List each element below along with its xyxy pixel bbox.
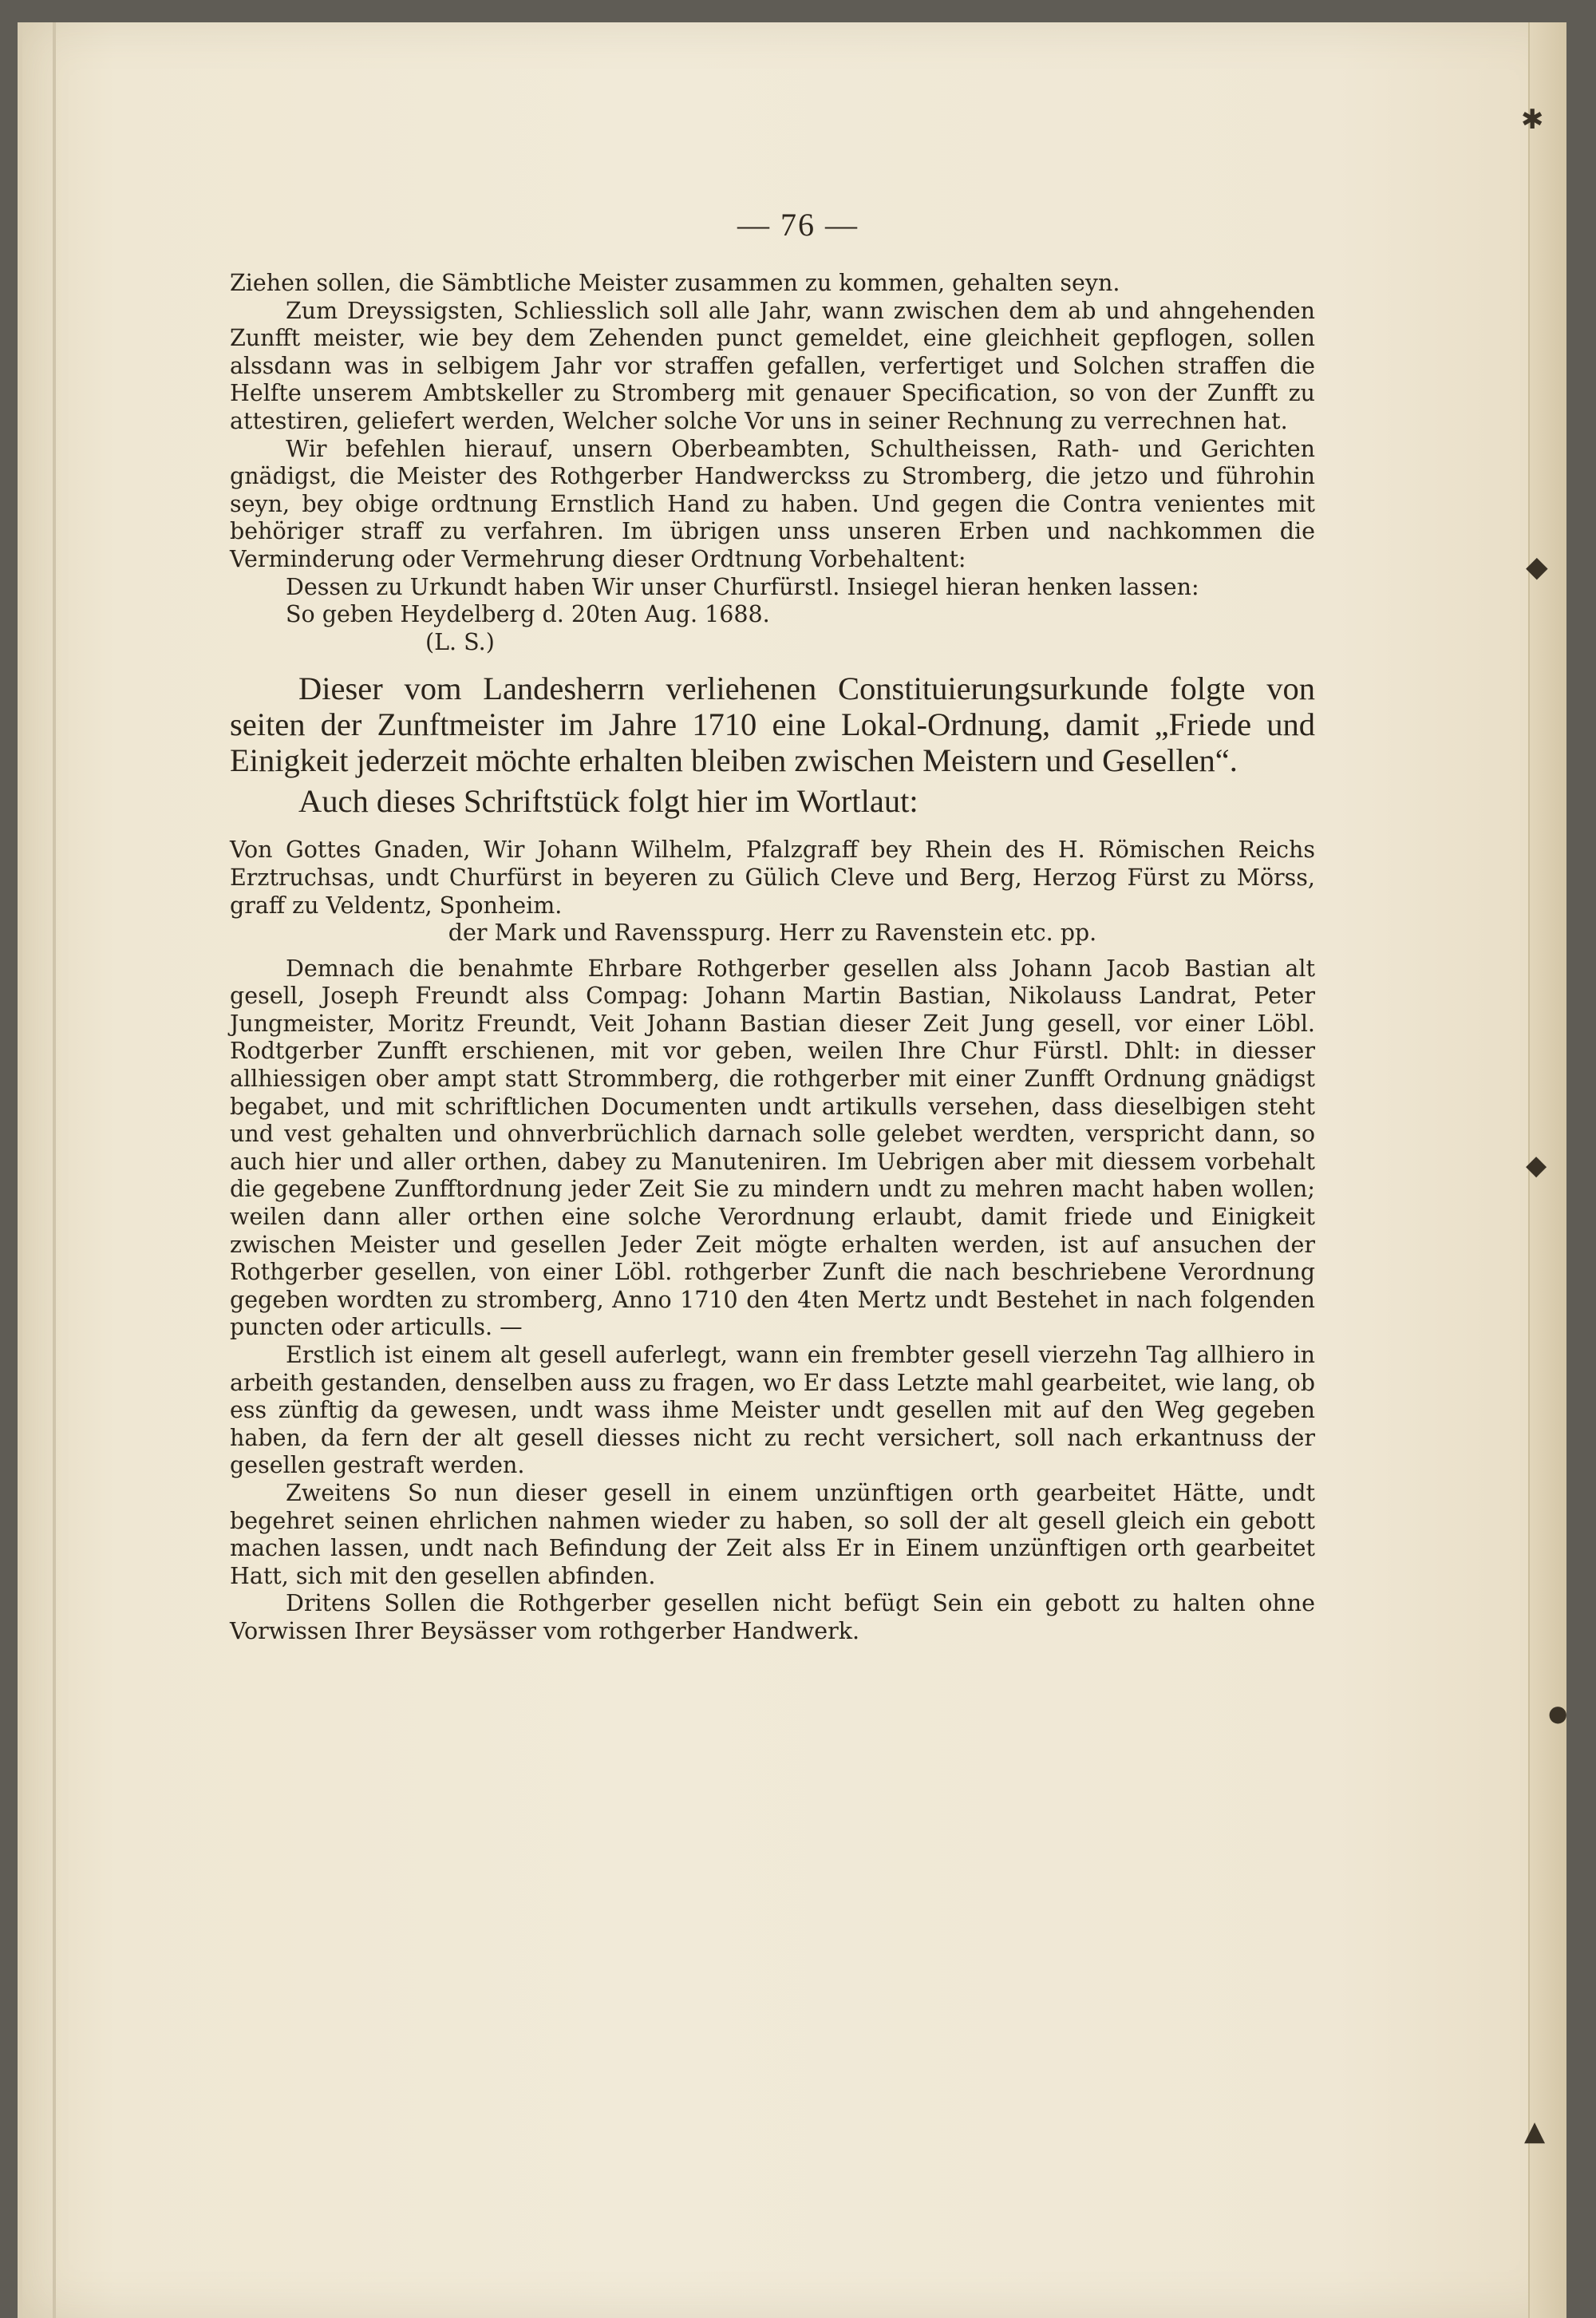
paragraph-bottom-2: Erstlich ist einem alt gesell auferlegt, wann ein frembter gesell vierzehn Tag allhiero in arbeith gestanden, denselben auss zu fragen, wo Er dass Letzte mahl gearbeitet, wie lang, ob ess zünftig da gewesen, undt wass ihme Meister undt gesellen mit auf den Weg gegeben haben, da fern der alt gesell diesses nicht zu recht versichert, soll nach erkantnuss der gesellen gestraft werden. bbox=[230, 1342, 1315, 1479]
paragraph-bottom-3: Zweitens So nun dieser gesell in einem unzünftigen orth gearbeitet Hätte, undt begehret seinen ehrlichen nahmen wieder zu haben, so soll der alt gesell gleich ein gebott machen lassen, undt nach Befindung der Zeit alss Er in Einem unzünftigen orth gearbeitet Hatt, sich mit den gesellen abfinden. bbox=[230, 1479, 1315, 1589]
paragraph-top-2: Zum Dreyssigsten, Schliesslich soll alle Jahr, wann zwischen dem ab und ahngehenden Zunfft meister, wie bey dem Zehenden punct gemeldet, eine gleichheit gepflogen, sollen alssdann was in selbigem Jahr vor straffen gefallen, verfertiget und Solchen straffen die Helfte unserem Ambtskeller zu Stromberg mit genauer Specification, so von der Zunfft zu attestiren, geliefert werden, Welcher solche Vor uns in seiner Rechnung zu verrechnen hat. bbox=[230, 297, 1315, 434]
margin-speck-icon: ● bbox=[1548, 1700, 1568, 1727]
page-number: — 76 — bbox=[737, 207, 859, 243]
commentary-paragraph-1: Dieser vom Landesherrn verliehenen Constituierungsurkunde folgte von seiten der Zunftmeister im Jahre 1710 eine Lokal-Ordnung, damit „Friede und Einigkeit jederzeit möchte erhalten bleiben zwischen Meistern und Gesellen“. bbox=[230, 670, 1315, 779]
salutation: Von Gottes Gnaden, Wir Johann Wilhelm, Pfalzgraff bey Rhein des H. Römischen Reichs Erztruchsas, undt Churfürst in beyeren zu Gülich Cleve und Berg, Herzog Fürst zu Mörss, graff zu Veldentz, Sponheim. bbox=[230, 837, 1315, 919]
margin-speck-icon: ◆ bbox=[1526, 1149, 1547, 1181]
paragraph-bottom-4: Dritens Sollen die Rothgerber gesellen nicht befügt Sein ein gebott zu halten ohne Vorwissen Ihrer Beysässer vom rothgerber Handwerk. bbox=[230, 1590, 1315, 1644]
paragraph-top-1: Ziehen sollen, die Sämbtliche Meister zusammen zu kommen, gehalten seyn. bbox=[230, 270, 1120, 296]
dateline: So geben Heydelberg d. 20ten Aug. 1688. bbox=[286, 601, 770, 628]
margin-speck-icon: ▲ bbox=[1524, 2115, 1546, 2147]
paragraph-top-3: Wir befehlen hierauf, unsern Oberbeambten, Schultheissen, Rath- und Gerichten gnädigst, die Meister des Rothgerber Handwerckss zu Stromberg, die jetzo und führohin seyn, bey obige ordtnung Ernstlich Hand zu haben. Und gegen die Contra venientes mit behöriger straff zu verfahren. Im übrigen unss unseren Erben und nachkommen die Verminderung oder Vermehrung dieser Ordtnung Vorbehaltent: bbox=[230, 435, 1315, 572]
salutation-last-line: der Mark und Ravensspurg. Herr zu Ravenstein etc. pp. bbox=[448, 920, 1097, 947]
paragraph-bottom-1: Demnach die benahmte Ehrbare Rothgerber gesellen alss Johann Jacob Bastian alt gesell, Joseph Freundt alss Compag: Johann Martin Bastian, Nikolauss Landrat, Peter Jungmeister, Moritz Freundt, Veit Johann Bastian dieser Zeit Jung gesell, vor einer Löbl. Rodtgerber Zunfft erschienen, mit vor geben, weilen Ihre Chur Fürstl. Dhlt: in diesser allhiessigen ober ampt statt Strommberg, die rothgerber mit einer Zunfft Ordnung gnädigst begabet, und mit schriftlichen Documenten undt artikulls versehen, dass dieselbigen steht und vest gehalten und ohnverbrüchlich darnach solle gelebet werdten, verspricht dann, so auch hier und aller orthen, dabey zu Manuteniren. Im Uebrigen aber mit diessem vorbehalt die gegebene Zunfftordnung jeder Zeit Sie zu mindern undt zu mehren macht haben wollen; weilen dann aller orthen eine solche Verordnung erlaubt, damit friede und Einigkeit zwischen Meister und gesellen Jeder Zeit mögte erhalten werden, ist auf ansuchen der Rothgerber gesellen, von einer Löbl. rothgerber Zunft die nach beschriebene Verordnung gegeben wordten zu stromberg, Anno 1710 den 4ten Mertz undt Bestehet in nach folgenden puncten oder articulls. — bbox=[230, 955, 1315, 1341]
page-text bbox=[230, 270, 1315, 1646]
seal-mark: (L. S.) bbox=[425, 628, 495, 655]
commentary-paragraph-2: Auch dieses Schriftstück folgt hier im Wortlaut: bbox=[298, 783, 918, 820]
margin-speck-icon: ◆ bbox=[1526, 551, 1548, 583]
margin-speck-icon: ✱ bbox=[1521, 104, 1544, 136]
paragraph-top-4: Dessen zu Urkundt haben Wir unser Churfürstl. Insiegel hieran henken lassen: bbox=[286, 573, 1199, 600]
gutter-line bbox=[53, 22, 56, 2318]
